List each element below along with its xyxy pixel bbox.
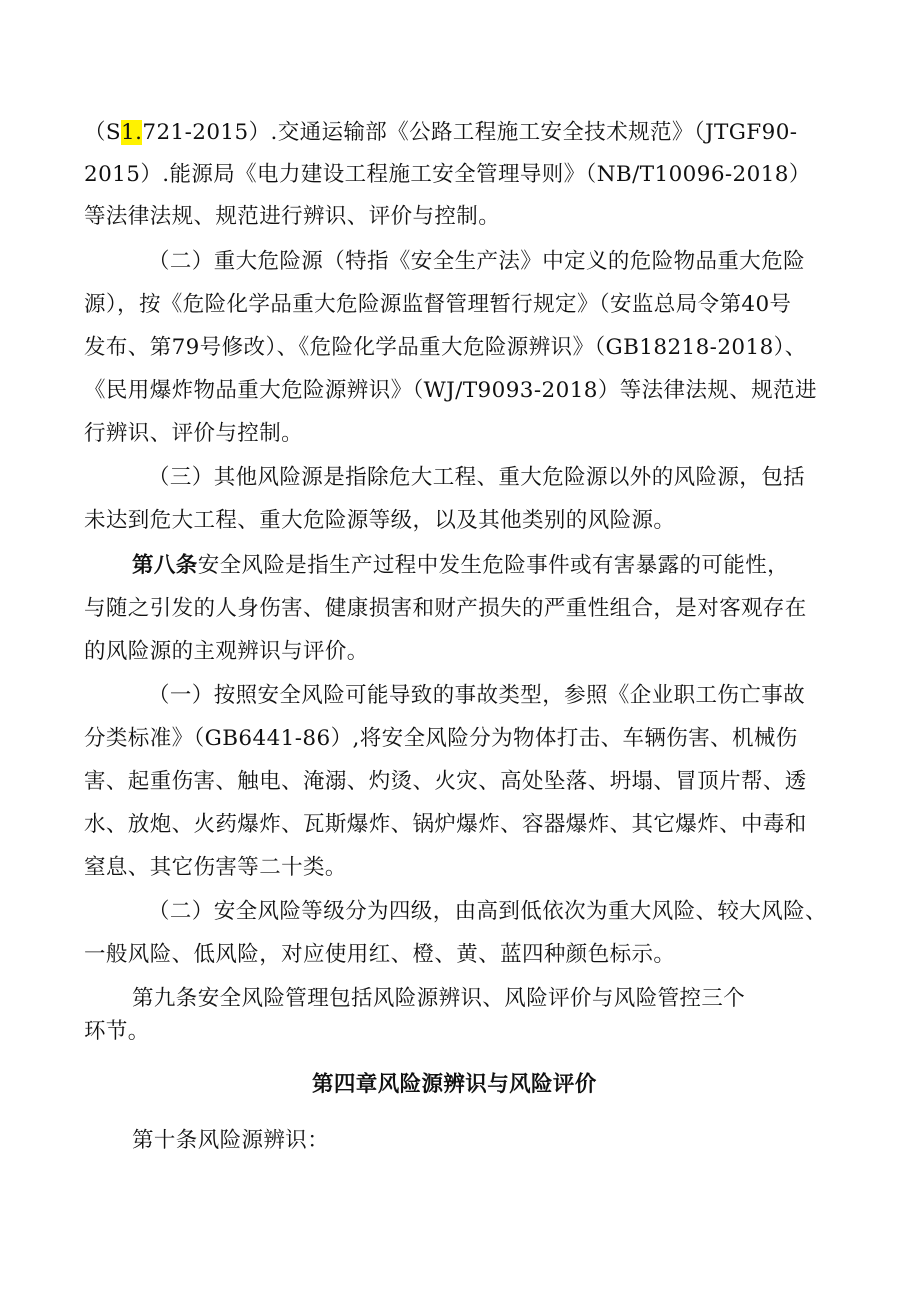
para4-line4: 水、放炮、火药爆炸、瓦斯爆炸、锅炉爆炸、容器爆炸、其它爆炸、中毒和 <box>84 812 807 837</box>
article8-line2: 与随之引发的人身伤害、健康损害和财产损失的严重性组合，是对客观存在 <box>84 596 807 621</box>
para2-line2: 源），按《危险化学品重大危险源监督管理暂行规定》（安监总局令第40号 <box>84 292 792 317</box>
para1-line1-pre: （S <box>84 120 122 145</box>
article8-line1-rest: 安全风险是指生产过程中发生危险事件或有害暴露的可能性， <box>197 553 790 578</box>
para2-line3: 发布、第79号修改）、《危险化学品重大危险源辨识》（GB18218-2018）、 <box>84 335 807 360</box>
article8-line1 <box>132 551 789 581</box>
article8-label: 第八条 <box>132 553 198 578</box>
para1-line1 <box>84 118 797 148</box>
highlighted-text: 1. <box>121 120 143 145</box>
para4-line1: （一）按照安全风险可能导致的事故类型，参照《企业职工伤亡事故 <box>148 683 806 708</box>
para5-line2: 一般风险、低风险，对应使用红、橙、黄、蓝四种颜色标示。 <box>84 942 676 967</box>
para4-line5: 窒息、其它伤害等二十类。 <box>84 855 347 880</box>
para2-line1: （二）重大危险源（特指《安全生产法》中定义的危险物品重大危险 <box>148 249 806 274</box>
para3-line2: 未达到危大工程、重大危险源等级，以及其他类别的风险源。 <box>84 508 676 533</box>
chapter-heading: 第四章风险源辨识与风险评价 <box>312 1072 597 1097</box>
para4-line3: 害、起重伤害、触电、淹溺、灼烫、火灾、高处坠落、坍塌、冒顶片帮、透 <box>84 769 807 794</box>
article9-line1: 第九条安全风险管理包括风险源辨识、风险评价与风险管控三个 <box>132 986 746 1011</box>
para2-line4: 《民用爆炸物品重大危险源辨识》（WJ/T9093-2018）等法律法规、规范进 <box>84 378 817 403</box>
para4-line2: 分类标准》（GB6441-86）,将安全风险分为物体打击、车辆伤害、机械伤 <box>84 726 798 751</box>
article9-line2: 环节。 <box>84 1019 150 1044</box>
para2-line5: 行辨识、评价与控制。 <box>84 421 304 446</box>
para1-line2: 2015）.能源局《电力建设工程施工安全管理导则》（NB/T10096-2018） <box>84 162 811 187</box>
para5-line1: （二）安全风险等级分为四级，由高到低依次为重大风险、较大风险、 <box>148 899 827 924</box>
para3-line1: （三）其他风险源是指除危大工程、重大危险源以外的风险源，包括 <box>148 465 806 490</box>
para1-line3: 等法律法规、规范进行辨识、评价与控制。 <box>84 204 501 229</box>
article8-line3: 的风险源的主观辨识与评价。 <box>84 639 369 664</box>
article10-line: 第十条风险源辨识： <box>132 1128 330 1153</box>
para1-line1-post: 721-2015）.交通运输部《公路工程施工安全技术规范》（JTGF90- <box>142 120 798 145</box>
